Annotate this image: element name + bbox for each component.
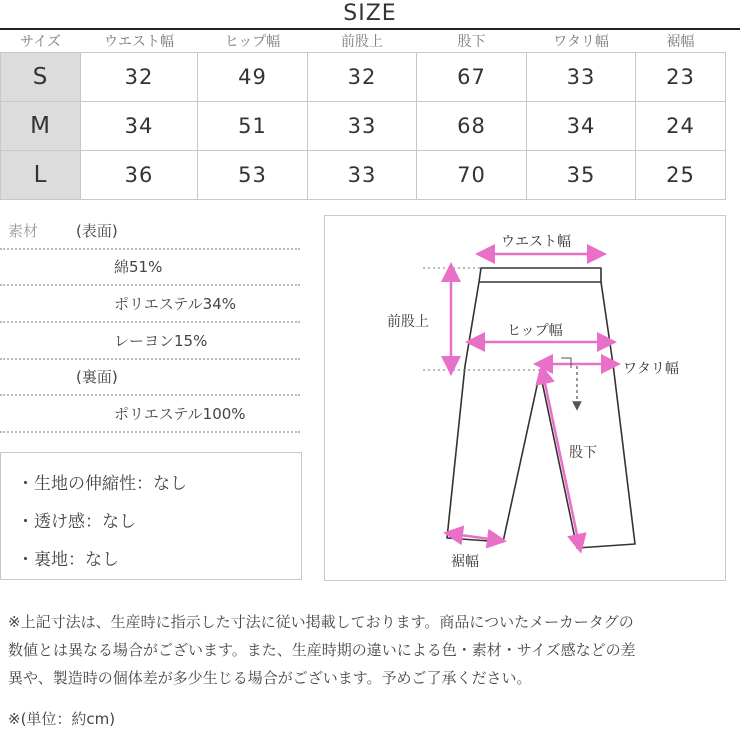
pants-outline — [447, 268, 635, 548]
hem-label: 裾幅 — [451, 554, 479, 570]
table-cell: 70 — [417, 151, 527, 200]
size-table — [0, 30, 726, 200]
table-cell: 24 — [636, 102, 726, 151]
disclaimer-line: ※上記寸法は、生産時に指示した寸法に従い掲載しております。商品についたメーカータグの — [8, 613, 634, 631]
material-row — [0, 322, 300, 360]
table-cell: 33 — [308, 102, 417, 151]
disclaimer — [8, 608, 728, 692]
material-row — [0, 358, 300, 396]
table-cell: 33 — [527, 53, 636, 102]
table-row — [1, 151, 726, 200]
inseam-label: 股下 — [569, 445, 597, 461]
material-item: レーヨン15% — [114, 332, 208, 350]
feature-lining: ・裏地：なし — [17, 550, 119, 570]
header-hip: ヒップ幅 — [224, 34, 281, 50]
table-cell: 49 — [198, 53, 308, 102]
size-title: SIZE — [343, 1, 397, 26]
table-cell: 32 — [308, 53, 417, 102]
feature-stretch: ・生地の伸縮性：なし — [17, 474, 187, 494]
disclaimer-line: 数値とは異なる場合がございます。また、生産時期の違いによる色・素材・サイズ感などの差 — [8, 641, 636, 659]
material-row — [0, 212, 300, 250]
pants-diagram — [325, 216, 725, 580]
measurement-diagram — [324, 215, 726, 581]
table-cell: 32 — [81, 53, 198, 102]
table-cell: 34 — [527, 102, 636, 151]
table-cell: 34 — [81, 102, 198, 151]
header-rise: 前股上 — [341, 34, 383, 50]
fabric-features-box — [0, 452, 302, 580]
material-item: ポリエステル100% — [114, 405, 246, 423]
table-cell: 33 — [308, 151, 417, 200]
material-row — [0, 248, 300, 286]
size-cell: M — [1, 102, 81, 151]
header-inseam: 股下 — [457, 34, 486, 50]
waist-label: ウエスト幅 — [501, 234, 571, 250]
table-cell: 23 — [636, 53, 726, 102]
header-hem: 裾幅 — [666, 34, 695, 50]
size-cell: L — [1, 151, 81, 200]
material-label: 素材 — [8, 222, 39, 240]
feature-sheerness: ・透け感：なし — [17, 512, 136, 532]
disclaimer-line: 異や、製造時の個体差が多少生じる場合がございます。予めご了承ください。 — [8, 669, 532, 687]
material-item: ポリエステル34% — [114, 295, 236, 313]
material-row — [0, 395, 300, 433]
table-cell: 51 — [198, 102, 308, 151]
table-cell: 67 — [417, 53, 527, 102]
header-waist: ウエスト幅 — [104, 34, 174, 50]
table-row — [1, 53, 726, 102]
table-header-row — [1, 30, 726, 53]
rise-label: 前股上 — [387, 314, 429, 330]
header-size: サイズ — [20, 34, 61, 50]
header-thigh: ワタリ幅 — [553, 34, 609, 50]
material-row — [0, 285, 300, 323]
table-cell: 35 — [527, 151, 636, 200]
material-item: 綿51% — [114, 258, 163, 276]
table-cell: 25 — [636, 151, 726, 200]
table-row — [1, 102, 726, 151]
hip-label: ヒップ幅 — [507, 323, 563, 339]
thigh-label: ワタリ幅 — [623, 361, 679, 377]
material-back-label: (裏面) — [76, 368, 118, 386]
unit-note: ※(単位：約cm) — [8, 710, 116, 728]
size-cell: S — [1, 53, 81, 102]
material-front-label: (表面) — [76, 222, 118, 240]
table-cell: 53 — [198, 151, 308, 200]
table-cell: 68 — [417, 102, 527, 151]
table-cell: 36 — [81, 151, 198, 200]
